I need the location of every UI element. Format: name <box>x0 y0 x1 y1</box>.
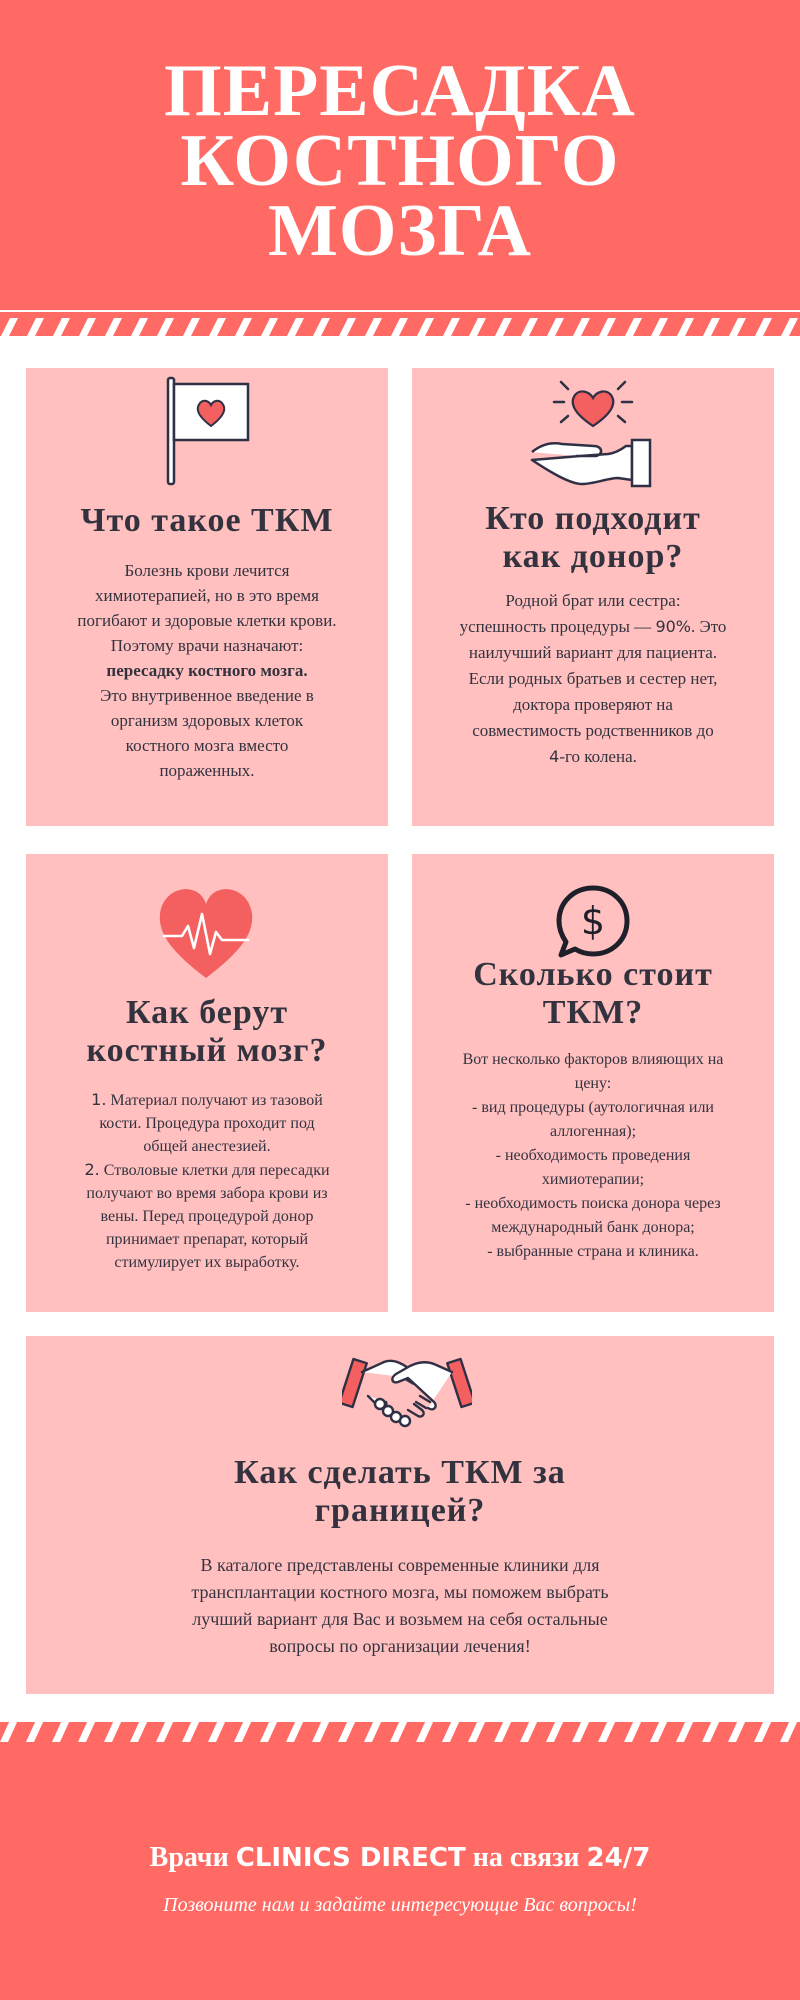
card-cost-title <box>412 956 774 1032</box>
contact-subline: Позвоните нам и задайте интересующие Вас вопросы! <box>163 1894 637 1916</box>
hand-heart-icon <box>528 374 658 494</box>
text-line: вены. Перед процедурой донор <box>100 1208 314 1225</box>
card-how-taken-text <box>34 1088 380 1274</box>
card-abroad-text <box>66 1552 734 1660</box>
card-cost-text <box>418 1048 768 1264</box>
text-line: принимает препарат, который <box>105 1231 309 1248</box>
text-line: Вот несколько факторов влияющих на <box>462 1051 724 1068</box>
card-cost-title-line-2: ТКМ? <box>542 994 644 1031</box>
page-title-line-3: МОЗГА <box>268 190 532 272</box>
text-fragment: Материал получают из тазовой <box>106 1092 323 1109</box>
text-line: совместимость родственников до <box>472 721 714 740</box>
text-line: В каталоге представлены современные клиники для <box>200 1555 600 1575</box>
flag-heart-icon <box>162 376 252 486</box>
card-abroad-title-line-2: границей? <box>314 1492 486 1529</box>
text-fragment: успешность процедуры — <box>459 617 656 636</box>
contact-headline <box>0 1842 800 1874</box>
list-number: 1. <box>91 1090 107 1109</box>
text-fragment: на связи <box>465 1842 587 1873</box>
card-abroad <box>26 1336 774 1694</box>
text-line: стимулирует их выработку. <box>114 1254 300 1271</box>
card-how-taken-title-line-1: Как берут <box>125 994 289 1031</box>
list-item: - вид процедуры (аутологичная или <box>472 1099 714 1116</box>
text-line: кости. Процедура проходит под <box>99 1115 315 1132</box>
text-line: доктора проверяют на <box>513 695 673 714</box>
kinship-degree-value: 4 <box>549 747 560 766</box>
card-donor-title-line-1: Кто подходит <box>485 500 701 537</box>
stripe-divider-top <box>0 312 800 344</box>
page-title-line-1: ПЕРЕСАДКА <box>164 50 636 132</box>
text-line: цену: <box>574 1075 612 1092</box>
text-fragment: . Это <box>691 617 727 636</box>
footer-banner <box>0 1746 800 2000</box>
header-banner <box>0 0 800 310</box>
list-item <box>34 1088 380 1112</box>
card-donor-text <box>418 588 768 770</box>
handshake-icon <box>342 1350 472 1430</box>
card-how-taken-title <box>26 994 388 1070</box>
card-cost <box>412 854 774 1312</box>
page-title-line-2: КОСТНОГО <box>180 120 620 202</box>
text-line-emphasis: пересадку костного мозга. <box>106 661 308 680</box>
text-line: Родной брат или сестра: <box>505 591 681 610</box>
card-how-taken-title-line-2: костный мозг? <box>86 1032 328 1069</box>
text-line: пораженных. <box>159 761 255 780</box>
page-title <box>0 50 800 272</box>
text-line: международный банк донора; <box>491 1219 695 1236</box>
svg-text:$: $ <box>580 899 606 943</box>
text-line: Это внутривенное введение в <box>100 686 314 705</box>
text-fragment: -го колена. <box>559 747 637 766</box>
card-cost-title-line-1: Сколько стоит <box>473 956 713 993</box>
text-line: лучший вариант для Вас и возьмем на себя остальные <box>192 1609 608 1629</box>
text-line: получают во время забора крови из <box>86 1185 328 1202</box>
text-line: общей анестезией. <box>143 1138 271 1155</box>
card-abroad-title-line-1: Как сделать ТКМ за <box>234 1454 566 1491</box>
card-abroad-title <box>26 1454 774 1530</box>
list-item <box>34 1158 380 1182</box>
text-line: вопросы по организации лечения! <box>269 1636 531 1656</box>
dollar-speech-bubble-icon <box>555 884 631 960</box>
text-line: организм здоровых клеток <box>110 711 304 730</box>
card-donor-title-line-2: как донор? <box>502 538 684 575</box>
text-line: костного мозга вместо <box>125 736 289 755</box>
card-what-is-title: Что такое ТКМ <box>80 502 334 539</box>
text-line: погибают и здоровые клетки крови. <box>77 611 337 630</box>
card-donor <box>412 368 774 826</box>
text-line: наилучший вариант для пациента. <box>468 643 718 662</box>
availability-value: 24/7 <box>586 1843 651 1873</box>
text-line: Болезнь крови лечится <box>124 561 290 580</box>
list-item: - выбранные страна и клиника. <box>487 1243 699 1260</box>
list-number: 2. <box>84 1160 100 1179</box>
list-item: - необходимость поиска донора через <box>465 1195 721 1212</box>
card-donor-title <box>412 500 774 576</box>
card-what-is-tkm <box>26 368 388 826</box>
card-how-taken <box>26 854 388 1312</box>
text-line: Если родных братьев и сестер нет, <box>468 669 718 688</box>
success-rate-value: 90% <box>655 617 691 636</box>
text-line: трансплантации костного мозга, мы поможем выбрать <box>191 1582 609 1602</box>
text-fragment: Врачи <box>149 1842 236 1873</box>
text-line: химиотерапией, но в это время <box>95 586 319 605</box>
text-line: аллогенная); <box>549 1123 637 1140</box>
text-line <box>418 744 768 770</box>
text-line: химиотерапии; <box>541 1171 645 1188</box>
list-item: - необходимость проведения <box>495 1147 691 1164</box>
heartbeat-heart-icon <box>156 884 256 984</box>
brand-name: CLINICS DIRECT <box>235 1843 466 1873</box>
text-fragment: Стволовые клетки для пересадки <box>99 1162 330 1179</box>
text-line <box>418 614 768 640</box>
text-line: Поэтому врачи назначают: <box>110 636 304 655</box>
card-what-is-text <box>36 558 378 783</box>
